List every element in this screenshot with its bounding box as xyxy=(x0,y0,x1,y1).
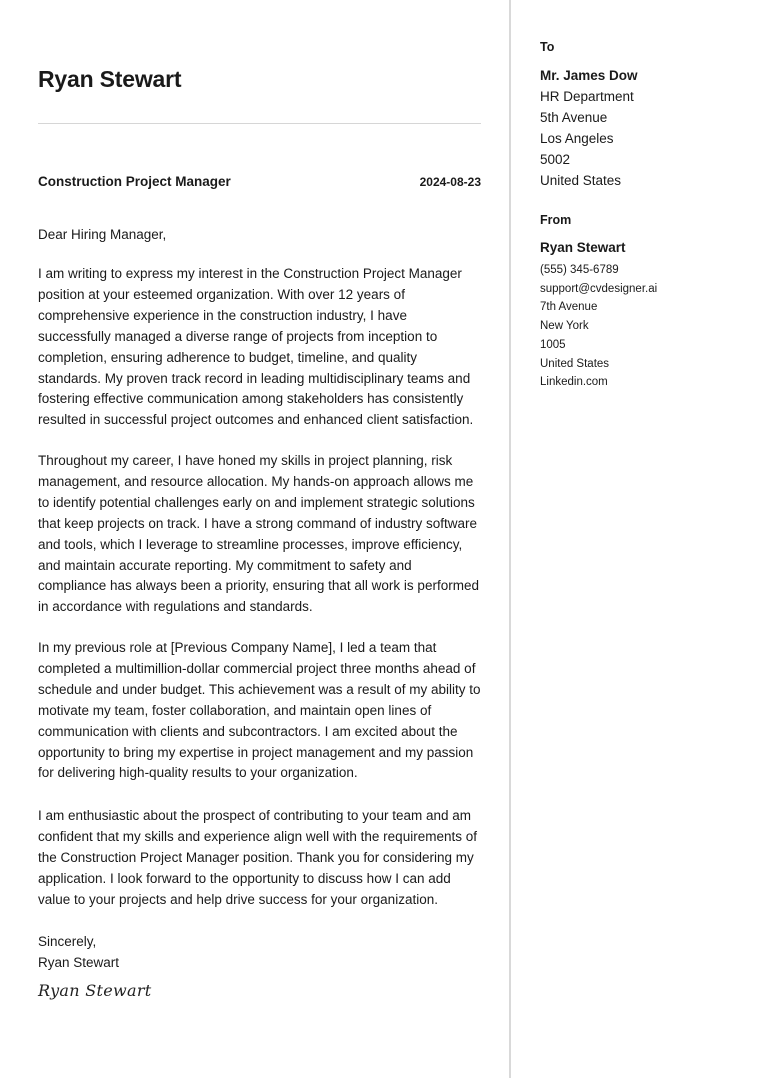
job-title: Construction Project Manager xyxy=(38,174,231,189)
salutation: Dear Hiring Manager, xyxy=(38,227,167,242)
recipient-street: 5th Avenue xyxy=(540,109,608,125)
sender-city: New York xyxy=(540,320,589,333)
sender-website: Linkedin.com xyxy=(540,376,608,389)
letter-paragraph: I am enthusiastic about the prospect of contributing to your team and am confident that my skills and experience align well with the requirements of the Construction Project Manager position. Thank you for considering my application. I look forward to the opportunity to discuss how I can add value to your projects and help drive success for your organization. xyxy=(38,808,477,907)
sender-email: support@cvdesigner.ai xyxy=(540,282,658,295)
recipient-name: Mr. James Dow xyxy=(540,68,638,83)
recipient-country: United States xyxy=(540,172,622,188)
column-divider xyxy=(509,0,511,1078)
sender-country: United States xyxy=(540,357,610,370)
sender-name: Ryan Stewart xyxy=(540,240,626,255)
sender-heading: From xyxy=(540,213,572,227)
closing-block xyxy=(38,931,119,973)
sender-phone: (555) 345-6789 xyxy=(540,264,619,276)
letter-paragraph: I am writing to express my interest in the Construction Project Manager position at your esteemed organization. With over 12 years of comprehensive experience in the construction industry, I have successfully managed a diverse range of projects from inception to completion, ensuring adherence to budget, timeline, and quality standards. My proven track record in leading multidisciplinary teams and fostering effective communication among stakeholders has consistently resulted in successful project outcomes and enhanced client satisfaction. xyxy=(38,266,474,428)
letter-date: 2024-08-23 xyxy=(419,175,481,189)
job-title-row xyxy=(38,174,481,189)
sender-street: 7th Avenue xyxy=(540,301,598,314)
recipient-city: Los Angeles xyxy=(540,130,614,146)
letter-paragraph: Throughout my career, I have honed my skills in project planning, risk management, and resource allocation. My hands-on approach allows me to identify potential challenges early on and implement strategic solutions that keep projects on track. I have a strong command of industry software and tools, which I leverage to streamline processes, improve efficiency, and maintain accurate reporting. My commitment to safety and compliance has always been a priority, ensuring that all work is performed in accordance with regulations and standards. xyxy=(38,453,479,615)
handwritten-signature: Ryan Stewart xyxy=(38,981,152,1000)
applicant-name: Ryan Stewart xyxy=(38,66,182,92)
recipient-postal-code: 5002 xyxy=(540,151,571,167)
recipient-heading: To xyxy=(540,40,555,54)
recipient-address xyxy=(540,66,638,191)
header-divider xyxy=(38,123,481,124)
letter-paragraph: In my previous role at [Previous Company Name], I led a team that completed a multimillion-dollar commercial project three months ahead of schedule and under budget. This achievement was a result of my ability to motivate my team, foster collaboration, and maintain open lines of communication with clients and subcontractors. I am excited about the opportunity to bring my expertise in project management and my passion for delivering high-quality results to your organization. xyxy=(38,640,481,781)
closing-phrase: Sincerely, xyxy=(38,934,97,949)
closing-name: Ryan Stewart xyxy=(38,955,120,970)
recipient-department: HR Department xyxy=(540,88,634,104)
sender-postal-code: 1005 xyxy=(540,338,566,351)
sender-contact xyxy=(540,261,657,392)
